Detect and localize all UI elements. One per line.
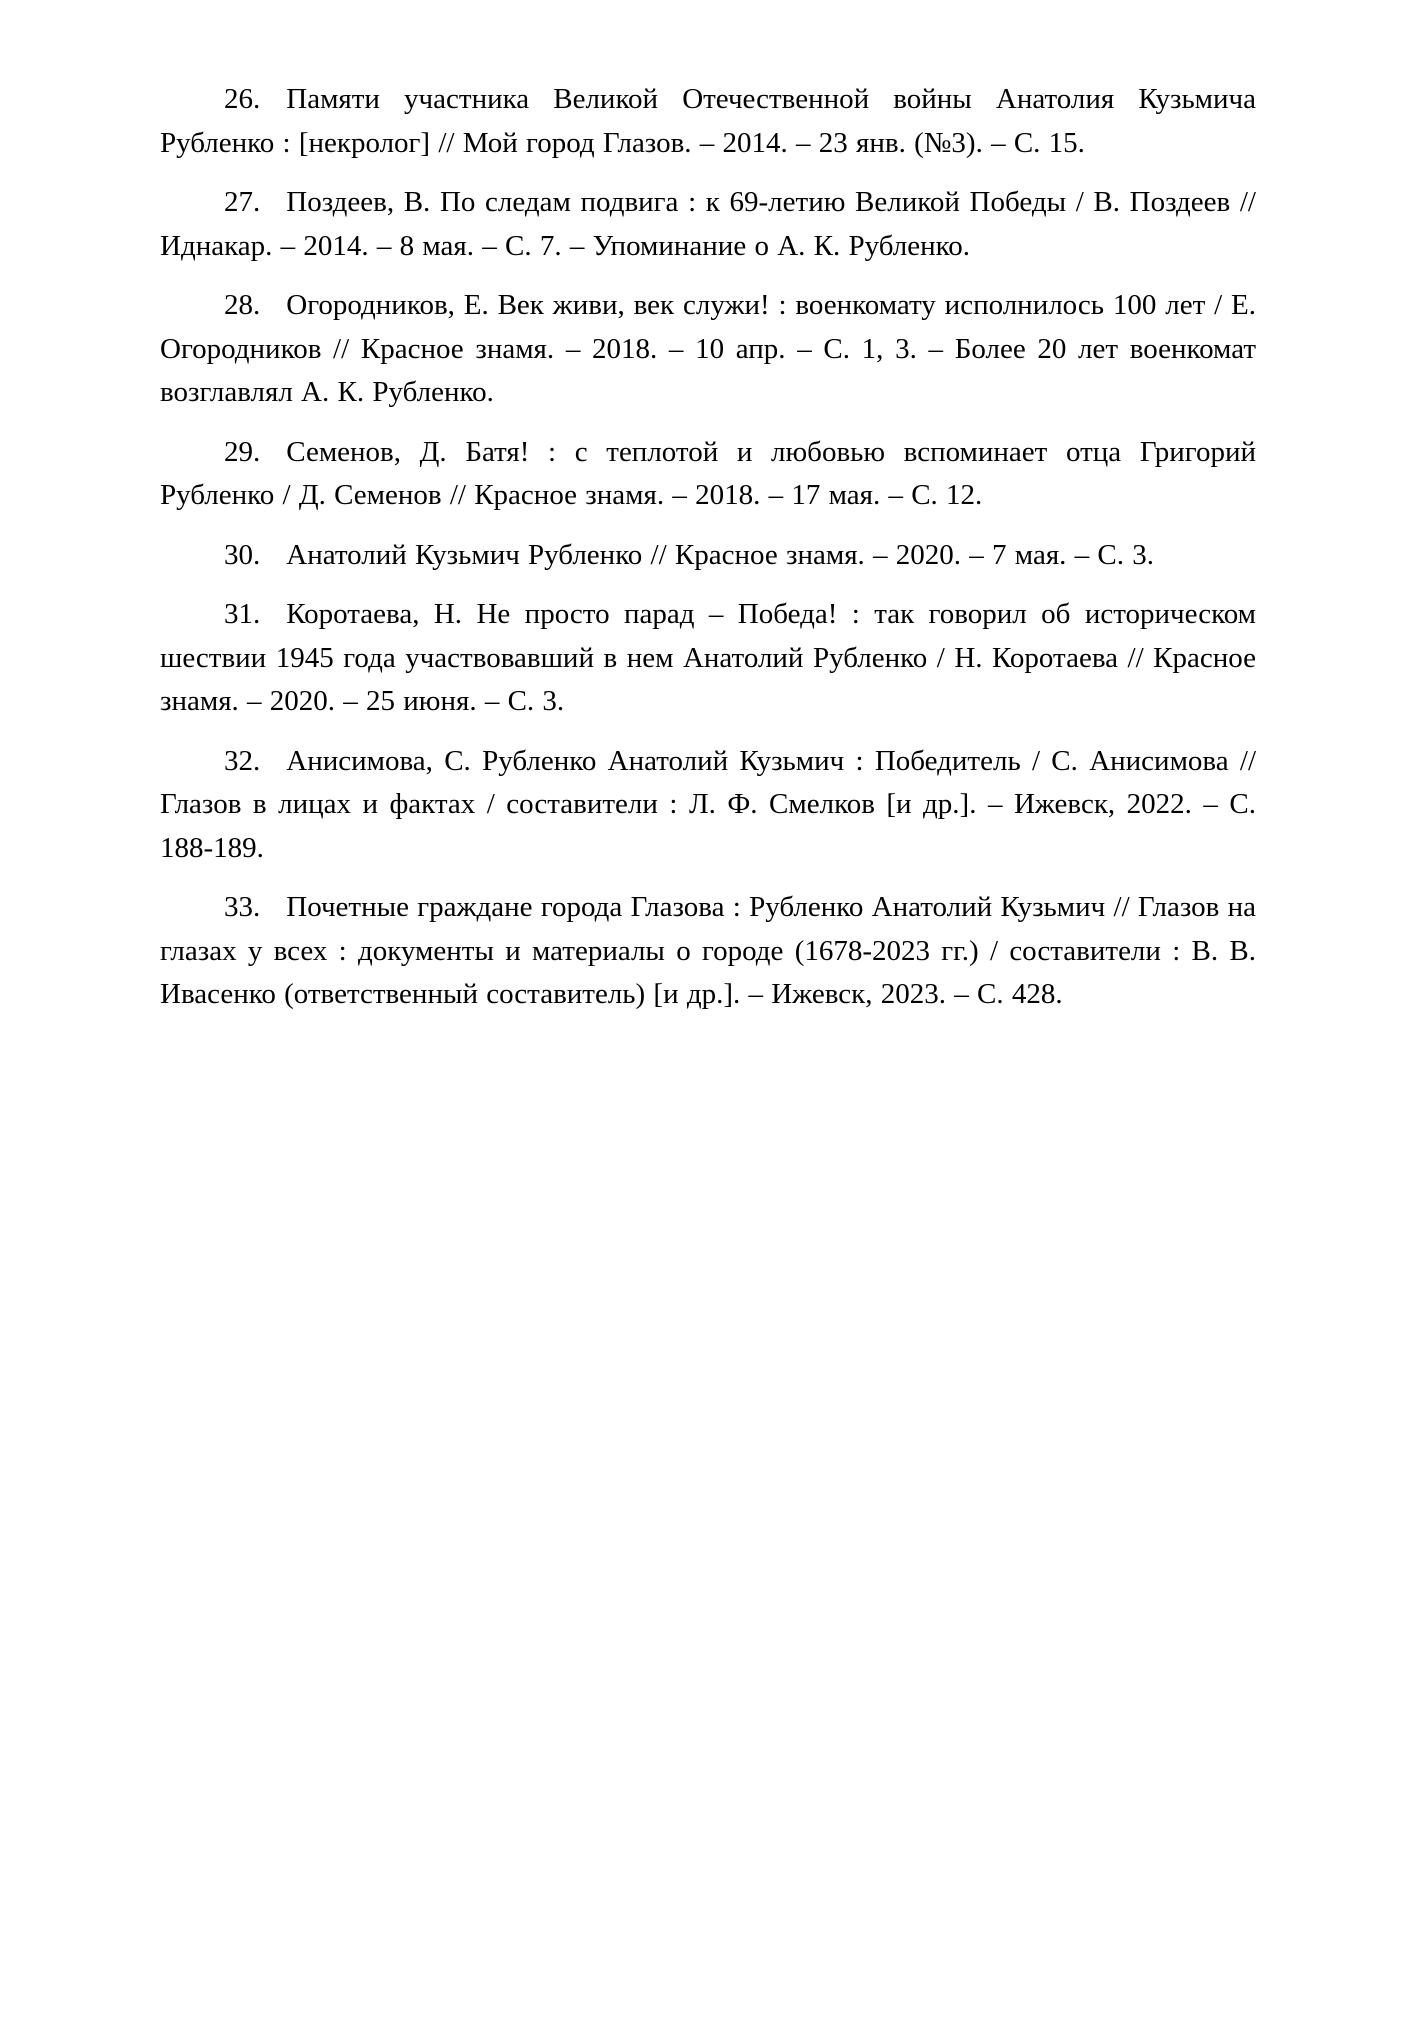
item-number: 32. bbox=[224, 744, 261, 777]
bibliography-item bbox=[160, 431, 1256, 518]
item-number: 26. bbox=[224, 83, 261, 115]
bibliography-item bbox=[160, 740, 1256, 871]
bibliography-item bbox=[160, 78, 1256, 165]
item-text: Поздеев, В. По следам подвига : к 69-летию Великой Победы / В. Поздеев // Иднакар. – 2014. – 8 мая. – С. 7. – Упоминание о А. К. Рубленко. bbox=[160, 186, 1256, 262]
bibliography-item bbox=[160, 181, 1256, 268]
item-text: Почетные граждане города Глазова : Рубленко Анатолий Кузьмич // Глазов на глазах у всех : документы и материалы о городе (1678-2023 гг.) / составители : В. В. Ивасенко (ответственный составитель) [и др.]. – Ижевск, 2023. – С. 428. bbox=[160, 891, 1256, 1010]
item-number: 27. bbox=[224, 186, 261, 218]
item-text: Анисимова, С. Рубленко Анатолий Кузьмич : Победитель / С. Анисимова // Глазов в лицах и фактах / составители : Л. Ф. Смелков [и др.]. – Ижевск, 2022. – С. 188-189. bbox=[160, 744, 1256, 864]
item-number: 29. bbox=[224, 435, 261, 468]
item-text: Семенов, Д. Батя! : с теплотой и любовью вспоминает отца Григорий Рубленко / Д. Семенов // Красное знамя. – 2018. – 17 мая. – С. 12. bbox=[160, 435, 1256, 511]
bibliography-item bbox=[160, 886, 1256, 1017]
item-text: Памяти участника Великой Отечественной войны Анатолия Кузьмича Рубленко : [некролог] // Мой город Глазов. – 2014. – 23 янв. (№3). – С. 15. bbox=[160, 83, 1256, 159]
item-text: Анатолий Кузьмич Рубленко // Красное знамя. – 2020. – 7 мая. – С. 3. bbox=[286, 538, 1154, 571]
item-text: Огородников, Е. Век живи, век служи! : военкомату исполнилось 100 лет / Е. Огородников // Красное знамя. – 2018. – 10 апр. – С. 1, 3. – Более 20 лет военкомат возглавлял А. К. Рубленко. bbox=[160, 289, 1256, 408]
item-number: 33. bbox=[224, 891, 261, 923]
bibliography-item bbox=[160, 593, 1256, 724]
bibliography-item bbox=[160, 284, 1256, 415]
item-number: 28. bbox=[224, 289, 261, 321]
item-number: 31. bbox=[224, 598, 261, 630]
item-text: Коротаева, Н. Не просто парад – Победа! : так говорил об историческом шествии 1945 года участвовавший в нем Анатолий Рубленко / Н. Коротаева // Красное знамя. – 2020. – 25 июня. – С. 3. bbox=[160, 598, 1256, 717]
bibliography-item bbox=[160, 534, 1256, 578]
item-number: 30. bbox=[224, 538, 261, 571]
